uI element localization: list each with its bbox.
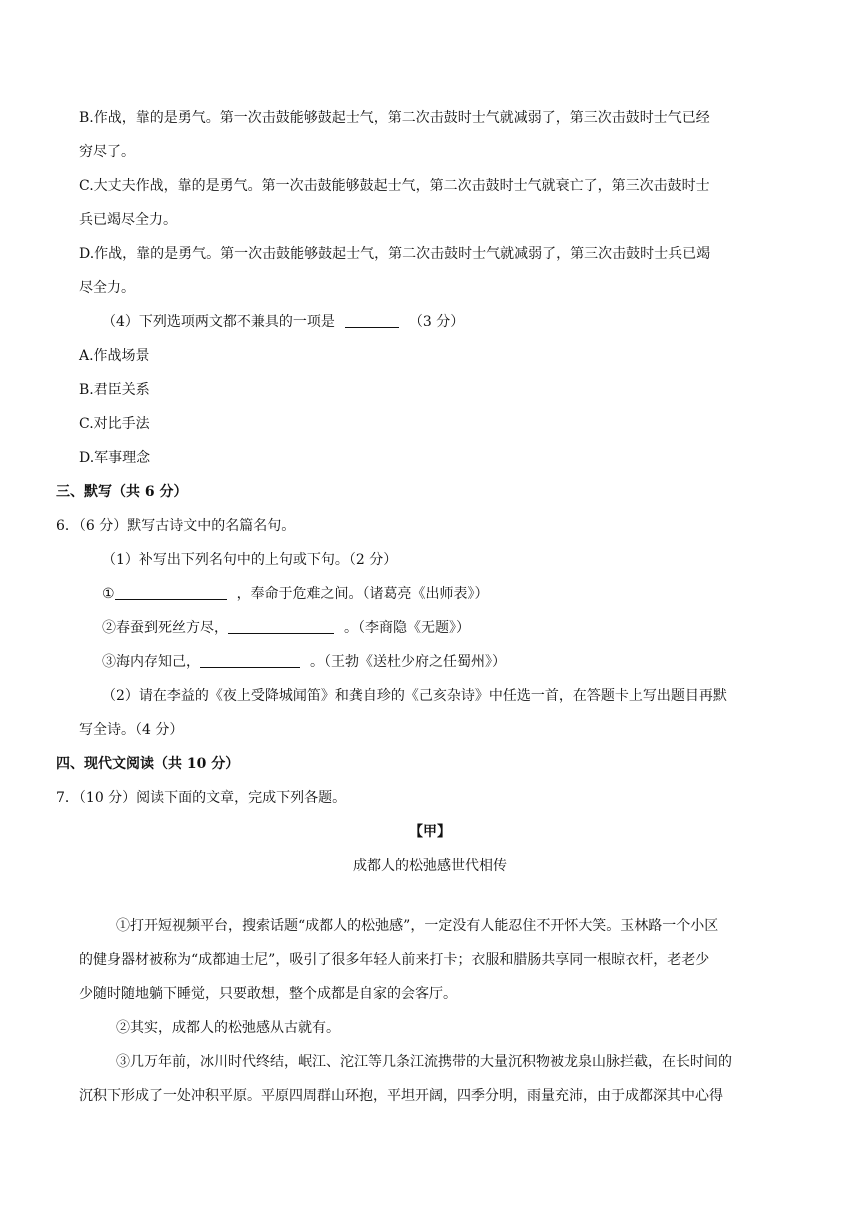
passage-title: 成都人的松弛感世代相传 <box>353 858 507 874</box>
answer-blank <box>115 585 227 600</box>
recite-item-1 <box>102 584 489 604</box>
question-4-stem <box>102 312 464 332</box>
item-number: ① <box>102 586 115 602</box>
section-4-heading: 四、现代文阅读（共 10 分） <box>56 756 240 772</box>
paragraph-3-line1: ③几万年前，冰川时代终结，岷江、沱江等几条江流携带的大量沉积物被龙泉山脉拦截，在长时间的 <box>116 1054 732 1070</box>
paragraph-1-line1: ①打开短视频平台，搜索话题“成都人的松弛感”，一定没有人能忍住不开怀大笑。玉林路一个小区 <box>116 918 719 934</box>
answer-blank <box>200 653 300 668</box>
q4-option-a: A.作战场景 <box>79 348 150 364</box>
item-text-pre: 春蚕到死丝方尽， <box>116 620 228 636</box>
option-c-line2: 兵已竭尽全力。 <box>79 212 177 228</box>
question-6-sub2-line2: 写全诗。（4 分） <box>79 722 184 738</box>
q4-option-d: D.军事理念 <box>79 450 151 466</box>
answer-blank <box>228 619 334 634</box>
option-d-line2: 尽全力。 <box>79 280 135 296</box>
item-text-post: 。（李商隐《无题》） <box>344 620 470 636</box>
option-b-line1: B.作战，靠的是勇气。第一次击鼓能够鼓起士气，第二次击鼓时士气就减弱了，第三次击鼓时士气已经 <box>79 110 710 126</box>
item-text: ，奉命于危难之间。（诸葛亮《出师表》） <box>236 586 489 602</box>
item-text-pre: 海内存知己， <box>116 654 200 670</box>
option-c-line1: C.大丈夫作战，靠的是勇气。第一次击鼓能够鼓起士气，第二次击鼓时士气就衰亡了，第三次击鼓时士 <box>79 178 710 194</box>
question-4-score: （3 分） <box>408 314 465 330</box>
item-text-post: 。（王勃《送杜少府之任蜀州》） <box>310 654 506 670</box>
recite-item-3 <box>102 652 506 672</box>
section-3-heading: 三、默写（共 6 分） <box>56 484 188 500</box>
question-4-text: （4）下列选项两文都不兼具的一项是 <box>102 314 335 330</box>
q4-option-b: B.君臣关系 <box>79 382 150 398</box>
paragraph-3-line2: 沉积下形成了一处冲积平原。平原四周群山环抱，平坦开阔，四季分明，雨量充沛，由于成都深其中心得 <box>79 1088 723 1104</box>
recite-item-2 <box>102 618 470 638</box>
paragraph-1-line2: 的健身器材被称为“成都迪士尼”，吸引了很多年轻人前来打卡；衣服和腊肠共享同一根晾衣杆，老老少 <box>79 952 710 968</box>
question-6-sub2-line1: （2）请在李益的《夜上受降城闻笛》和龚自珍的《己亥杂诗》中任选一首，在答题卡上写出题目再默 <box>102 688 727 704</box>
passage-label: 【甲】 <box>409 824 451 840</box>
question-6-stem: 6．（6 分）默写古诗文中的名篇名句。 <box>56 518 296 534</box>
item-number: ③ <box>102 654 116 670</box>
question-6-sub1: （1）补写出下列名句中的上句或下句。（2 分） <box>102 552 398 568</box>
paragraph-1-line3: 少随时随地躺下睡觉，只要敢想，整个成都是自家的会客厅。 <box>79 986 457 1002</box>
option-d-line1: D.作战，靠的是勇气。第一次击鼓能够鼓起士气，第二次击鼓时士气就减弱了，第三次击鼓时士兵已竭 <box>79 246 711 262</box>
option-b-line2: 穷尽了。 <box>79 144 135 160</box>
answer-blank <box>345 313 399 328</box>
item-number: ② <box>102 620 116 636</box>
question-7-stem: 7．（10 分）阅读下面的文章，完成下列各题。 <box>56 790 347 806</box>
q4-option-c: C.对比手法 <box>79 416 150 432</box>
paragraph-2: ②其实，成都人的松弛感从古就有。 <box>116 1020 340 1036</box>
